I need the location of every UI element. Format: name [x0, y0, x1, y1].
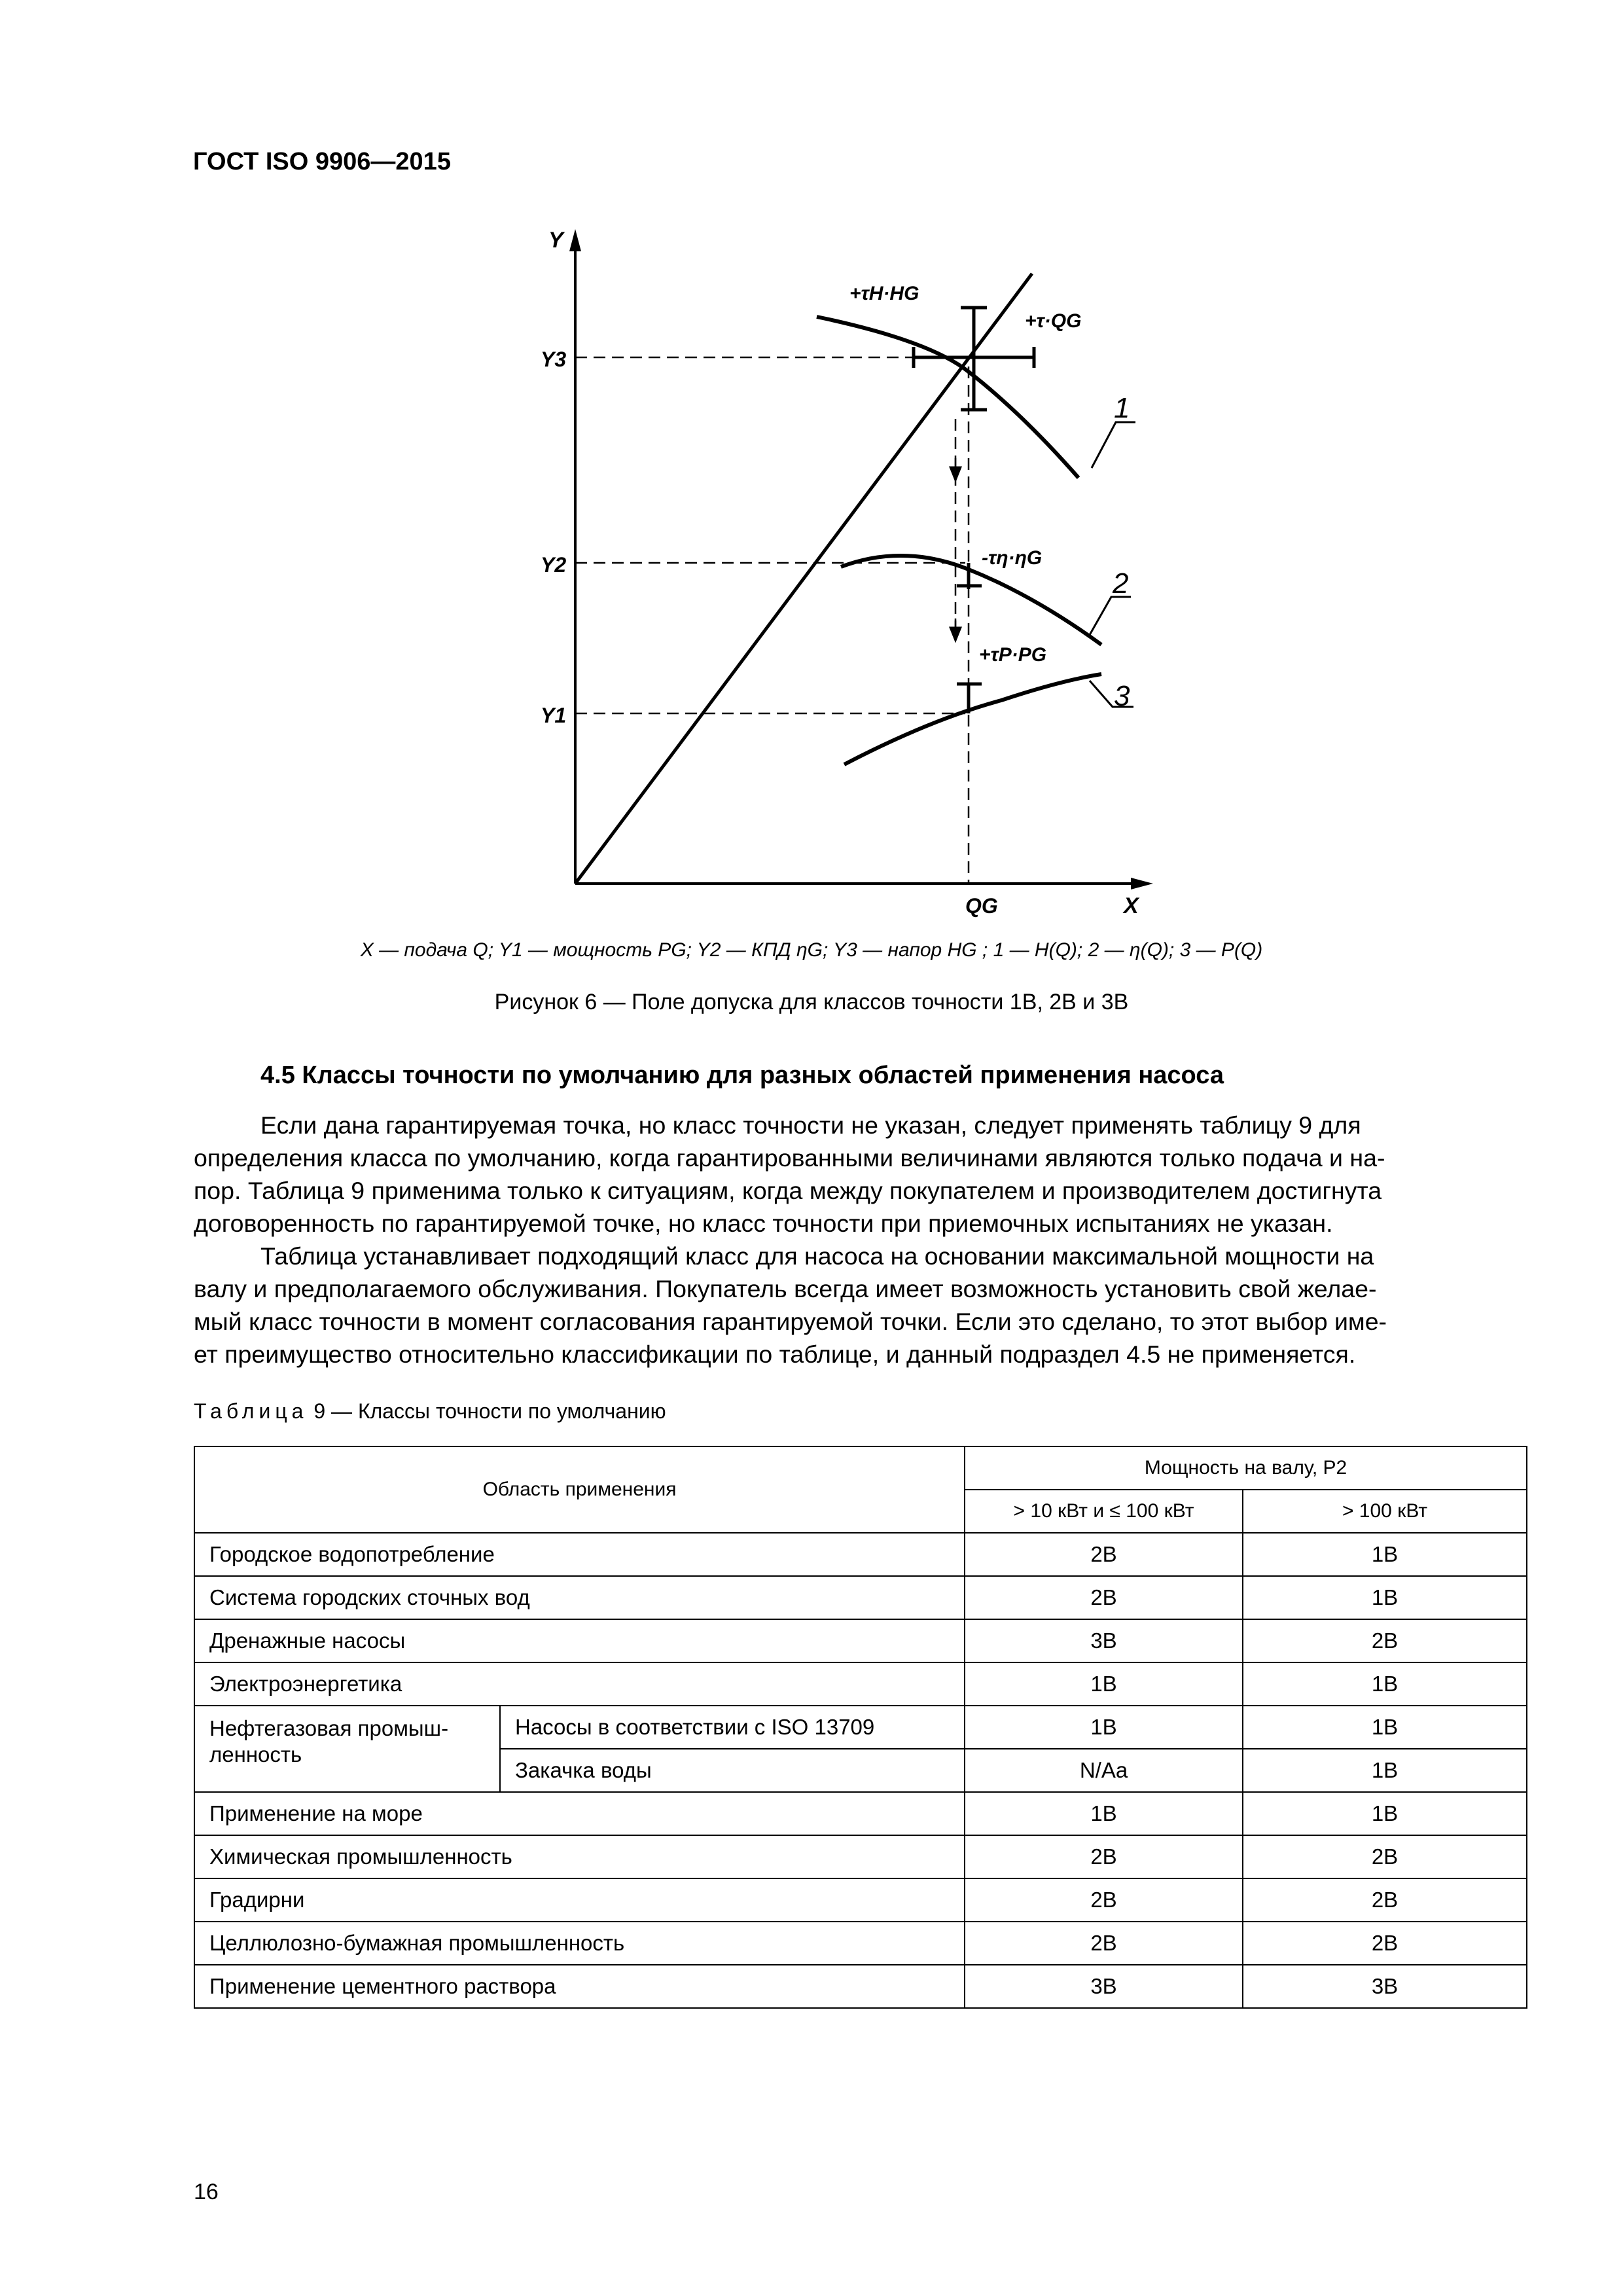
- table-row: Закачка воды N/Aa 1В: [194, 1749, 1527, 1792]
- y-axis-arrow: [569, 229, 581, 251]
- figure-caption: Рисунок 6 — Поле допуска для классов точности 1В, 2В и 3В: [494, 990, 1129, 1014]
- y-tick-y3: Y3: [541, 348, 567, 371]
- x-tick-qg: QG: [965, 894, 998, 918]
- section-title: 4.5 Классы точности по умолчанию для разных областей применения насоса: [260, 1062, 1224, 1089]
- header-high: > 100 кВт: [1243, 1490, 1527, 1533]
- curve-h-q: [817, 317, 1079, 478]
- table-row: Дренажные насосы 3В 2В: [194, 1619, 1527, 1662]
- table-row: Применение цементного раствора 3В 3В: [194, 1965, 1527, 2008]
- table-row: Электроэнергетика 1В 1В: [194, 1662, 1527, 1706]
- document-header: ГОСТ ISO 9906—2015: [193, 148, 451, 175]
- x-axis-arrow: [1131, 878, 1153, 889]
- curve-label-1: 1: [1114, 392, 1130, 424]
- diagonal-line: [575, 274, 1032, 884]
- table-caption: Таблица 9 — Классы точности по умолчанию: [194, 1399, 666, 1423]
- x-axis-label: X: [1124, 893, 1139, 918]
- accuracy-classes-table: [194, 1446, 1527, 2009]
- figure-legend: X — подача Q; Y1 — мощность PG; Y2 — КПД ηG; Y3 — напор HG ; 1 — H(Q); 2 — η(Q); 3 — P(Q): [360, 939, 1263, 961]
- curve-label-2: 2: [1113, 567, 1129, 600]
- table-row: Система городских сточных вод 2В 1В: [194, 1576, 1527, 1619]
- table-row: Городское водопотребление 2В 1В: [194, 1533, 1527, 1576]
- y-axis-label: Y: [548, 228, 563, 253]
- annotation-tau-h: +τH·HG: [849, 283, 919, 304]
- y-tick-y2: Y2: [541, 553, 567, 577]
- table-row: Целлюлозно-бумажная промышленность 2В 2В: [194, 1922, 1527, 1965]
- annotation-tau-p: +τP·PG: [979, 644, 1047, 666]
- annotation-tau-q: +τ·QG: [1025, 310, 1082, 332]
- y-tick-y1: Y1: [541, 704, 567, 727]
- tolerance-figure: [0, 0, 1623, 929]
- table-row: Химическая промышленность 2В 2В: [194, 1835, 1527, 1878]
- table-row: Применение на море 1В 1В: [194, 1792, 1527, 1835]
- table-row: Нефтегазовая промыш-ленность Насосы в соответствии с ISO 13709 1В 1В: [194, 1706, 1527, 1749]
- table-row: Градирни 2В 2В: [194, 1878, 1527, 1922]
- header-area: Область применения: [194, 1446, 965, 1533]
- curve-eta-q: [841, 556, 1101, 645]
- header-power: Мощность на валу, P2: [965, 1446, 1527, 1490]
- paragraph-1: Если дана гарантируемая точка, но класс точности не указан, следует применять таблицу 9 для определения класса по умолчанию, когда гарантированными величинами являются только подача и на- пор. Таблица 9 применима только к ситуациям, когда между покупателем и производителем достигнута договоренность по гарантируемой точке, но класс точности при приемочных испытаниях не указан.: [194, 1111, 1385, 1237]
- page-number: 16: [194, 2179, 219, 2204]
- header-low: > 10 кВт и ≤ 100 кВт: [965, 1490, 1243, 1533]
- annotation-tau-eta: -τη·ηG: [982, 547, 1043, 569]
- curve-label-3: 3: [1114, 680, 1130, 712]
- curve-p-q: [844, 674, 1101, 764]
- paragraph-2: Таблица устанавливает подходящий класс для насоса на основании максимальной мощности на валу и предполагаемого обслуживания. Покупатель всегда имеет возможность установить свой желае- мый класс точности в момент согласования гарантируемой точки. Если это сделано, то этот выбор име- ет преимущество относительно классификации по таблице, и данный подраздел 4.5 не применяется.: [194, 1242, 1387, 1368]
- oil-gas-area: Нефтегазовая промыш-ленность: [194, 1706, 500, 1792]
